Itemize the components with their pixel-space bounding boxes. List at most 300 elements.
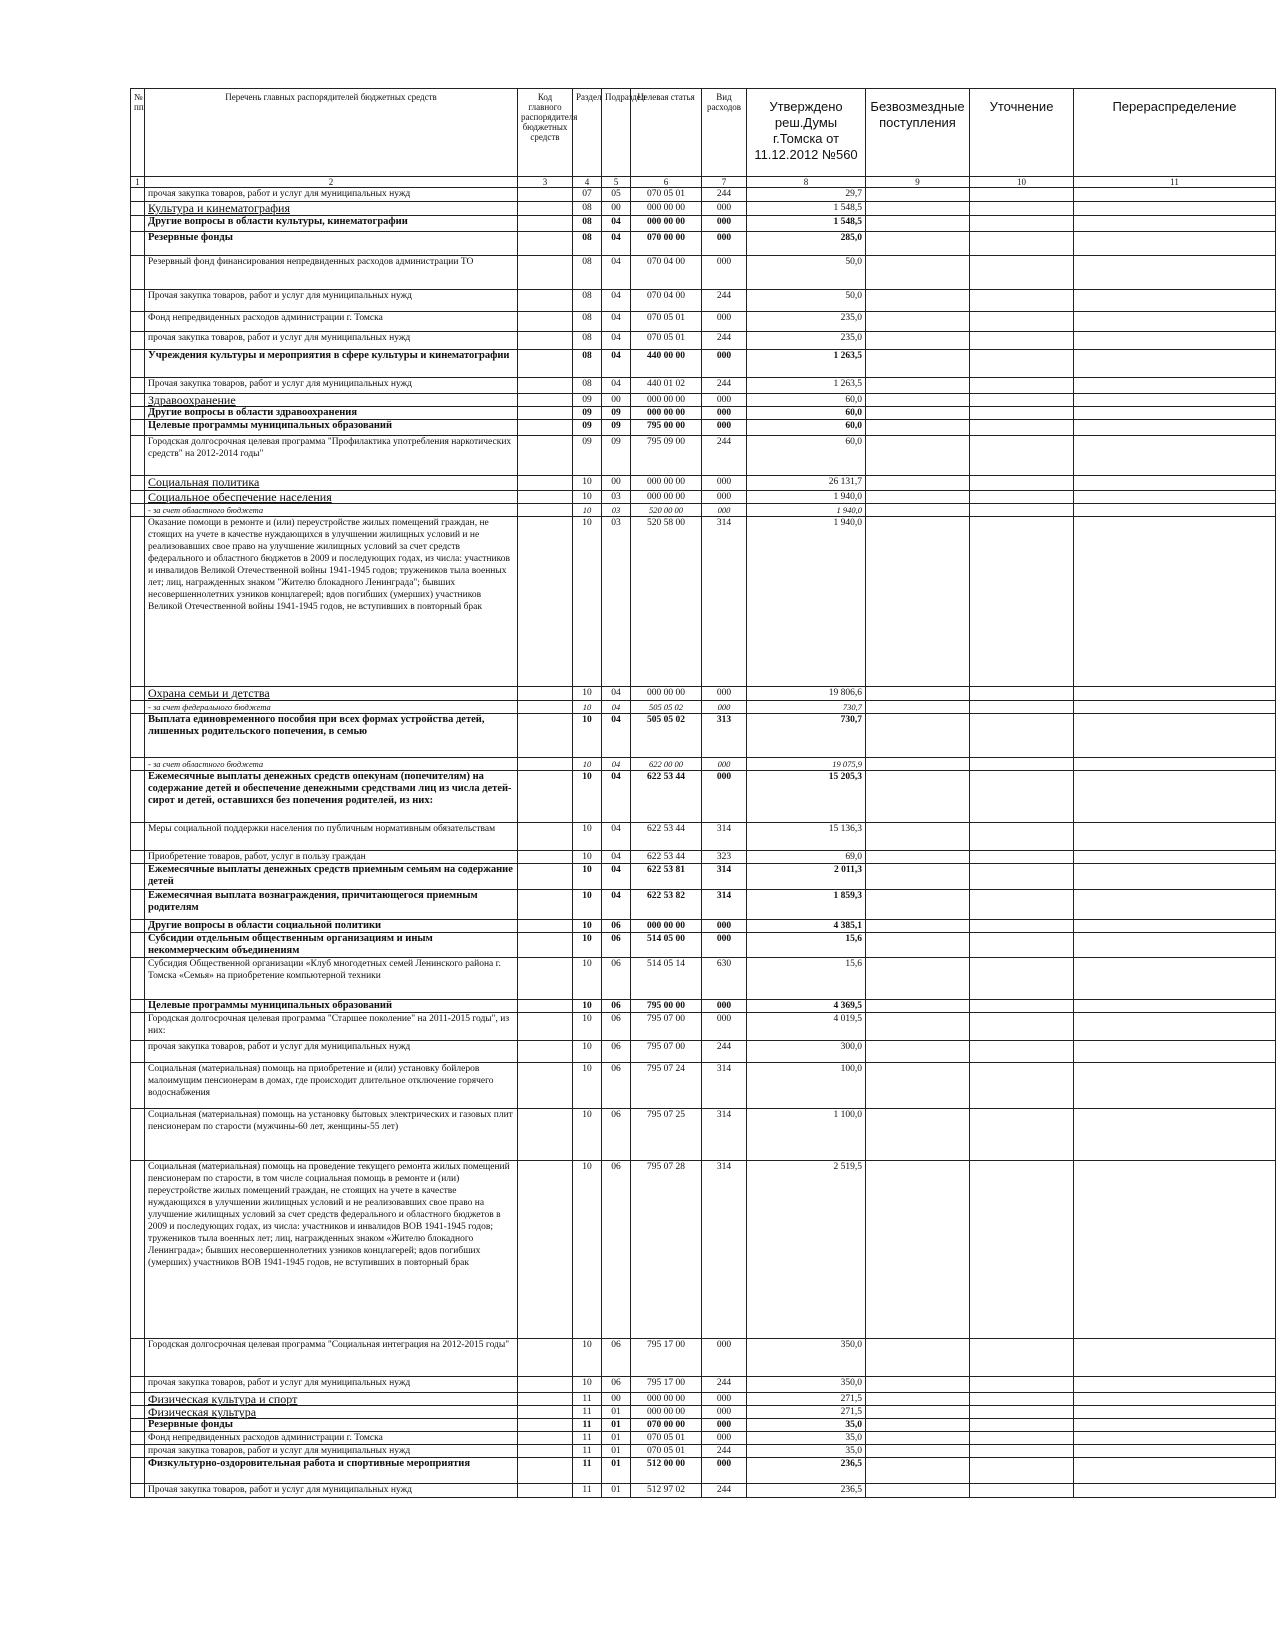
table-row <box>131 1109 1276 1161</box>
table-row <box>131 407 1276 420</box>
row-name-cell: Оказание помощи в ремонте и (или) переустройстве жилых помещений граждан, не стоящих на учете в качестве нуждающихся в улучшении жилищных условий и не реализовавших свое право на улучшение жилищных условий за счет средств федерального и областного бюджетов в 2009 и последующих годах, из числа: участников и инвалидов Великой Отечественной войны 1941-1945 годов; тружеников тыла военных лет; лиц, награжденных знаком "Жителю блокадного Ленинграда"; бывших несовершеннолетних узников концлагерей; вдов погибших (умерших) участников Великой Отечественной войны 1941-1945 годов, не вступивших в повторный брак <box>145 517 518 687</box>
row-vid-cell: 244 <box>702 1445 747 1458</box>
row-sum-cell: 19 806,6 <box>747 687 866 701</box>
row-redistrib-cell <box>1074 920 1276 933</box>
row-vid-cell: 244 <box>702 378 747 394</box>
row-clarify-cell <box>970 332 1074 350</box>
row-vid-cell: 244 <box>702 436 747 476</box>
row-name-cell: Меры социальной поддержки населения по публичным нормативным обязательствам <box>145 823 518 851</box>
row-redistrib-cell <box>1074 823 1276 851</box>
row-no-cell <box>131 312 145 332</box>
row-clarify-cell <box>970 202 1074 216</box>
row-redistrib-cell <box>1074 350 1276 378</box>
row-razdel-cell: 10 <box>573 933 602 958</box>
budget-table <box>130 88 1276 1498</box>
row-redistrib-cell <box>1074 1109 1276 1161</box>
row-redistrib-cell <box>1074 701 1276 714</box>
row-no-cell <box>131 517 145 687</box>
row-code-cell <box>518 701 573 714</box>
row-no-cell <box>131 933 145 958</box>
row-code-cell <box>518 290 573 312</box>
row-no-cell <box>131 420 145 436</box>
row-name-cell: Резервный фонд финансирования непредвиденных расходов администрации ТО <box>145 256 518 290</box>
row-podrazdel-cell: 00 <box>602 202 631 216</box>
row-target-cell: 505 05 02 <box>631 714 702 758</box>
table-row <box>131 933 1276 958</box>
row-vid-cell: 000 <box>702 1432 747 1445</box>
row-free-cell <box>866 771 970 823</box>
row-target-cell: 440 01 02 <box>631 378 702 394</box>
row-free-cell <box>866 407 970 420</box>
row-vid-cell: 314 <box>702 890 747 920</box>
row-redistrib-cell <box>1074 436 1276 476</box>
row-name-cell: - за счет областного бюджета <box>145 504 518 517</box>
row-target-cell: 000 00 00 <box>631 920 702 933</box>
row-clarify-cell <box>970 407 1074 420</box>
row-sum-cell: 35,0 <box>747 1432 866 1445</box>
row-razdel-cell: 10 <box>573 1013 602 1041</box>
row-vid-cell: 314 <box>702 1109 747 1161</box>
header-podrazdel: Подраздел <box>602 89 631 177</box>
row-code-cell <box>518 890 573 920</box>
row-clarify-cell <box>970 958 1074 1000</box>
row-vid-cell: 000 <box>702 687 747 701</box>
row-razdel-cell: 10 <box>573 1000 602 1013</box>
column-numbers-row <box>131 177 1276 188</box>
row-sum-cell: 50,0 <box>747 256 866 290</box>
table-row <box>131 188 1276 202</box>
row-podrazdel-cell: 06 <box>602 1109 631 1161</box>
row-podrazdel-cell: 05 <box>602 188 631 202</box>
row-target-cell: 512 00 00 <box>631 1458 702 1484</box>
row-podrazdel-cell: 04 <box>602 350 631 378</box>
header-row <box>131 89 1276 177</box>
row-redistrib-cell <box>1074 1339 1276 1377</box>
row-no-cell <box>131 890 145 920</box>
row-redistrib-cell <box>1074 1484 1276 1498</box>
table-row <box>131 1000 1276 1013</box>
row-no-cell <box>131 476 145 491</box>
row-vid-cell: 000 <box>702 920 747 933</box>
row-clarify-cell <box>970 1419 1074 1432</box>
table-row <box>131 1063 1276 1109</box>
row-podrazdel-cell: 01 <box>602 1406 631 1419</box>
row-target-cell: 795 07 28 <box>631 1161 702 1339</box>
row-sum-cell: 236,5 <box>747 1484 866 1498</box>
row-free-cell <box>866 504 970 517</box>
row-free-cell <box>866 232 970 256</box>
table-row <box>131 216 1276 232</box>
row-sum-cell: 300,0 <box>747 1041 866 1063</box>
row-free-cell <box>866 1432 970 1445</box>
row-no-cell <box>131 771 145 823</box>
row-target-cell: 070 05 01 <box>631 1432 702 1445</box>
row-code-cell <box>518 758 573 771</box>
row-name-cell: прочая закупка товаров, работ и услуг для муниципальных нужд <box>145 332 518 350</box>
row-razdel-cell: 07 <box>573 188 602 202</box>
row-target-cell: 622 53 81 <box>631 864 702 890</box>
row-no-cell <box>131 394 145 407</box>
table-row <box>131 1339 1276 1377</box>
row-redistrib-cell <box>1074 312 1276 332</box>
row-clarify-cell <box>970 823 1074 851</box>
row-vid-cell: 000 <box>702 504 747 517</box>
row-vid-cell: 000 <box>702 216 747 232</box>
row-clarify-cell <box>970 491 1074 504</box>
row-target-cell: 070 05 01 <box>631 312 702 332</box>
row-free-cell <box>866 687 970 701</box>
row-target-cell: 795 00 00 <box>631 1000 702 1013</box>
row-redistrib-cell <box>1074 517 1276 687</box>
row-clarify-cell <box>970 1013 1074 1041</box>
row-vid-cell: 323 <box>702 851 747 864</box>
table-row <box>131 771 1276 823</box>
row-free-cell <box>866 933 970 958</box>
row-free-cell <box>866 758 970 771</box>
row-sum-cell: 2 519,5 <box>747 1161 866 1339</box>
row-vid-cell: 314 <box>702 517 747 687</box>
row-redistrib-cell <box>1074 758 1276 771</box>
row-razdel-cell: 10 <box>573 890 602 920</box>
row-clarify-cell <box>970 1406 1074 1419</box>
row-name-cell: прочая закупка товаров, работ и услуг для муниципальных нужд <box>145 188 518 202</box>
row-code-cell <box>518 1393 573 1406</box>
row-clarify-cell <box>970 933 1074 958</box>
row-sum-cell: 1 263,5 <box>747 378 866 394</box>
row-sum-cell: 35,0 <box>747 1445 866 1458</box>
row-no-cell <box>131 1109 145 1161</box>
row-sum-cell: 1 100,0 <box>747 1109 866 1161</box>
row-vid-cell: 000 <box>702 933 747 958</box>
row-code-cell <box>518 1161 573 1339</box>
row-target-cell: 622 53 82 <box>631 890 702 920</box>
row-no-cell <box>131 1161 145 1339</box>
row-vid-cell: 244 <box>702 1377 747 1393</box>
table-row <box>131 714 1276 758</box>
row-clarify-cell <box>970 890 1074 920</box>
row-code-cell <box>518 491 573 504</box>
row-sum-cell: 26 131,7 <box>747 476 866 491</box>
row-clarify-cell <box>970 394 1074 407</box>
header-razdel: Раздел <box>573 89 602 177</box>
budget-document <box>130 88 1275 1498</box>
row-code-cell <box>518 407 573 420</box>
row-free-cell <box>866 1458 970 1484</box>
row-razdel-cell: 10 <box>573 1339 602 1377</box>
row-name-cell: Субсидия Общественной организации «Клуб многодетных семей Ленинского района г. Томска «Семья» на приобретение компьютерной техники <box>145 958 518 1000</box>
row-target-cell: 070 05 01 <box>631 332 702 350</box>
row-sum-cell: 60,0 <box>747 420 866 436</box>
header-no: № пп <box>131 89 145 177</box>
row-razdel-cell: 10 <box>573 758 602 771</box>
row-vid-cell: 000 <box>702 1393 747 1406</box>
row-podrazdel-cell: 06 <box>602 1041 631 1063</box>
row-vid-cell: 244 <box>702 1041 747 1063</box>
row-code-cell <box>518 1013 573 1041</box>
row-sum-cell: 285,0 <box>747 232 866 256</box>
row-sum-cell: 235,0 <box>747 332 866 350</box>
row-free-cell <box>866 436 970 476</box>
row-code-cell <box>518 1063 573 1109</box>
row-redistrib-cell <box>1074 394 1276 407</box>
row-podrazdel-cell: 09 <box>602 407 631 420</box>
row-name-cell: - за счет федерального бюджета <box>145 701 518 714</box>
row-sum-cell: 15 205,3 <box>747 771 866 823</box>
row-vid-cell: 000 <box>702 491 747 504</box>
table-row <box>131 1432 1276 1445</box>
row-free-cell <box>866 1041 970 1063</box>
row-sum-cell: 50,0 <box>747 290 866 312</box>
row-razdel-cell: 10 <box>573 491 602 504</box>
colnum: 5 <box>602 177 631 188</box>
row-podrazdel-cell: 03 <box>602 491 631 504</box>
header-clarify: Уточнение <box>970 89 1074 177</box>
row-name-cell: Ежемесячные выплаты денежных средств опекунам (попечителям) на содержание детей и обеспечение денежными средствами лиц из числа детей-сирот и детей, оставшихся без попечения родителей, из них: <box>145 771 518 823</box>
table-row <box>131 687 1276 701</box>
row-target-cell: 622 00 00 <box>631 758 702 771</box>
row-clarify-cell <box>970 350 1074 378</box>
row-razdel-cell: 10 <box>573 823 602 851</box>
row-sum-cell: 15,6 <box>747 933 866 958</box>
row-free-cell <box>866 1484 970 1498</box>
row-name-cell: Городская долгосрочная целевая программа "Социальная интеграция на 2012-2015 годы" <box>145 1339 518 1377</box>
row-podrazdel-cell: 01 <box>602 1484 631 1498</box>
row-code-cell <box>518 312 573 332</box>
row-razdel-cell: 08 <box>573 202 602 216</box>
row-name-cell: Прочая закупка товаров, работ и услуг для муниципальных нужд <box>145 1484 518 1498</box>
row-code-cell <box>518 504 573 517</box>
row-podrazdel-cell: 04 <box>602 332 631 350</box>
row-name-cell: Физкультурно-оздоровительная работа и спортивные мероприятия <box>145 1458 518 1484</box>
row-razdel-cell: 10 <box>573 1063 602 1109</box>
row-vid-cell: 000 <box>702 701 747 714</box>
row-clarify-cell <box>970 1063 1074 1109</box>
row-redistrib-cell <box>1074 1013 1276 1041</box>
row-podrazdel-cell: 01 <box>602 1445 631 1458</box>
row-podrazdel-cell: 06 <box>602 958 631 1000</box>
row-redistrib-cell <box>1074 890 1276 920</box>
row-no-cell <box>131 216 145 232</box>
row-redistrib-cell <box>1074 1419 1276 1432</box>
row-name-cell: Социальная политика <box>145 476 518 491</box>
row-code-cell <box>518 1445 573 1458</box>
row-podrazdel-cell: 09 <box>602 436 631 476</box>
row-clarify-cell <box>970 771 1074 823</box>
row-vid-cell: 244 <box>702 290 747 312</box>
row-target-cell: 000 00 00 <box>631 1393 702 1406</box>
row-redistrib-cell <box>1074 851 1276 864</box>
row-name-cell: Социальная (материальная) помощь на установку бытовых электрических и газовых плит пенсионерам по старости (мужчины-60 лет, женщины-55 лет) <box>145 1109 518 1161</box>
table-row <box>131 394 1276 407</box>
table-row <box>131 890 1276 920</box>
row-target-cell: 070 05 01 <box>631 1445 702 1458</box>
row-podrazdel-cell: 06 <box>602 920 631 933</box>
row-sum-cell: 60,0 <box>747 407 866 420</box>
row-no-cell <box>131 1013 145 1041</box>
row-podrazdel-cell: 04 <box>602 216 631 232</box>
row-name-cell: Другие вопросы в области здравоохранения <box>145 407 518 420</box>
row-podrazdel-cell: 04 <box>602 890 631 920</box>
row-sum-cell: 35,0 <box>747 1419 866 1432</box>
row-clarify-cell <box>970 256 1074 290</box>
row-vid-cell: 244 <box>702 332 747 350</box>
row-redistrib-cell <box>1074 1458 1276 1484</box>
row-name-cell: Выплата единовременного пособия при всех формах устройства детей, лишенных родительского попечения, в семью <box>145 714 518 758</box>
row-free-cell <box>866 701 970 714</box>
row-target-cell: 514 05 14 <box>631 958 702 1000</box>
row-name-cell: Учреждения культуры и мероприятия в сфере культуры и кинематографии <box>145 350 518 378</box>
row-name-cell: Городская долгосрочная целевая программа "Профилактика употребления наркотических средств" на 2012-2014 годы" <box>145 436 518 476</box>
colnum: 2 <box>145 177 518 188</box>
row-no-cell <box>131 188 145 202</box>
row-clarify-cell <box>970 517 1074 687</box>
row-code-cell <box>518 714 573 758</box>
row-no-cell <box>131 823 145 851</box>
row-no-cell <box>131 1063 145 1109</box>
row-code-cell <box>518 851 573 864</box>
row-clarify-cell <box>970 420 1074 436</box>
row-razdel-cell: 10 <box>573 1377 602 1393</box>
row-podrazdel-cell: 04 <box>602 232 631 256</box>
table-row <box>131 232 1276 256</box>
row-redistrib-cell <box>1074 202 1276 216</box>
table-row <box>131 1458 1276 1484</box>
row-razdel-cell: 11 <box>573 1445 602 1458</box>
row-no-cell <box>131 1432 145 1445</box>
row-clarify-cell <box>970 1458 1074 1484</box>
row-code-cell <box>518 920 573 933</box>
row-razdel-cell: 11 <box>573 1393 602 1406</box>
row-name-cell: Субсидии отдельным общественным организациям и иным некоммерческим объединениям <box>145 933 518 958</box>
row-sum-cell: 4 369,5 <box>747 1000 866 1013</box>
row-no-cell <box>131 1377 145 1393</box>
row-vid-cell: 000 <box>702 232 747 256</box>
row-sum-cell: 4 019,5 <box>747 1013 866 1041</box>
row-name-cell: Другие вопросы в области культуры, кинематографии <box>145 216 518 232</box>
row-free-cell <box>866 851 970 864</box>
row-free-cell <box>866 1339 970 1377</box>
row-no-cell <box>131 1419 145 1432</box>
row-podrazdel-cell: 03 <box>602 504 631 517</box>
row-podrazdel-cell: 06 <box>602 1377 631 1393</box>
row-redistrib-cell <box>1074 378 1276 394</box>
table-row <box>131 1445 1276 1458</box>
table-row <box>131 823 1276 851</box>
row-redistrib-cell <box>1074 1041 1276 1063</box>
row-podrazdel-cell: 09 <box>602 420 631 436</box>
row-code-cell <box>518 1432 573 1445</box>
row-sum-cell: 1 940,0 <box>747 491 866 504</box>
row-clarify-cell <box>970 1484 1074 1498</box>
row-sum-cell: 69,0 <box>747 851 866 864</box>
row-no-cell <box>131 202 145 216</box>
colnum: 6 <box>631 177 702 188</box>
row-razdel-cell: 10 <box>573 1041 602 1063</box>
table-row <box>131 701 1276 714</box>
row-free-cell <box>866 517 970 687</box>
row-vid-cell: 314 <box>702 1063 747 1109</box>
colnum: 1 <box>131 177 145 188</box>
row-clarify-cell <box>970 1432 1074 1445</box>
row-free-cell <box>866 312 970 332</box>
row-no-cell <box>131 407 145 420</box>
colnum: 9 <box>866 177 970 188</box>
row-clarify-cell <box>970 504 1074 517</box>
row-razdel-cell: 11 <box>573 1406 602 1419</box>
row-free-cell <box>866 1000 970 1013</box>
row-target-cell: 000 00 00 <box>631 687 702 701</box>
row-name-cell: Социальное обеспечение населения <box>145 491 518 504</box>
row-vid-cell: 000 <box>702 312 747 332</box>
table-row <box>131 202 1276 216</box>
row-no-cell <box>131 1406 145 1419</box>
table-row <box>131 1393 1276 1406</box>
row-free-cell <box>866 1445 970 1458</box>
row-redistrib-cell <box>1074 1445 1276 1458</box>
row-podrazdel-cell: 04 <box>602 851 631 864</box>
table-row <box>131 436 1276 476</box>
row-clarify-cell <box>970 851 1074 864</box>
row-razdel-cell: 08 <box>573 232 602 256</box>
row-no-cell <box>131 701 145 714</box>
row-razdel-cell: 10 <box>573 714 602 758</box>
row-target-cell: 070 04 00 <box>631 256 702 290</box>
row-redistrib-cell <box>1074 958 1276 1000</box>
table-row <box>131 1161 1276 1339</box>
row-vid-cell: 000 <box>702 350 747 378</box>
row-sum-cell: 730,7 <box>747 701 866 714</box>
row-name-cell: Фонд непредвиденных расходов администрации г. Томска <box>145 312 518 332</box>
table-row <box>131 332 1276 350</box>
row-name-cell: Фонд непредвиденных расходов администрации г. Томска <box>145 1432 518 1445</box>
row-podrazdel-cell: 01 <box>602 1458 631 1484</box>
row-vid-cell: 000 <box>702 1000 747 1013</box>
row-clarify-cell <box>970 1041 1074 1063</box>
row-vid-cell: 000 <box>702 1458 747 1484</box>
row-clarify-cell <box>970 687 1074 701</box>
row-podrazdel-cell: 06 <box>602 1063 631 1109</box>
row-redistrib-cell <box>1074 1000 1276 1013</box>
row-no-cell <box>131 504 145 517</box>
row-code-cell <box>518 436 573 476</box>
row-no-cell <box>131 1000 145 1013</box>
table-row <box>131 1406 1276 1419</box>
row-clarify-cell <box>970 216 1074 232</box>
row-no-cell <box>131 290 145 312</box>
table-row <box>131 491 1276 504</box>
row-clarify-cell <box>970 290 1074 312</box>
row-name-cell: Культура и кинематография <box>145 202 518 216</box>
row-vid-cell: 000 <box>702 1419 747 1432</box>
row-podrazdel-cell: 06 <box>602 1339 631 1377</box>
row-podrazdel-cell: 01 <box>602 1419 631 1432</box>
table-row <box>131 256 1276 290</box>
row-free-cell <box>866 1377 970 1393</box>
row-redistrib-cell <box>1074 1377 1276 1393</box>
table-row <box>131 504 1276 517</box>
row-free-cell <box>866 864 970 890</box>
row-free-cell <box>866 290 970 312</box>
row-vid-cell: 244 <box>702 1484 747 1498</box>
row-podrazdel-cell: 01 <box>602 1432 631 1445</box>
row-code-cell <box>518 1377 573 1393</box>
row-redistrib-cell <box>1074 714 1276 758</box>
row-code-cell <box>518 1041 573 1063</box>
row-sum-cell: 1 263,5 <box>747 350 866 378</box>
row-target-cell: 440 00 00 <box>631 350 702 378</box>
row-redistrib-cell <box>1074 864 1276 890</box>
row-free-cell <box>866 394 970 407</box>
